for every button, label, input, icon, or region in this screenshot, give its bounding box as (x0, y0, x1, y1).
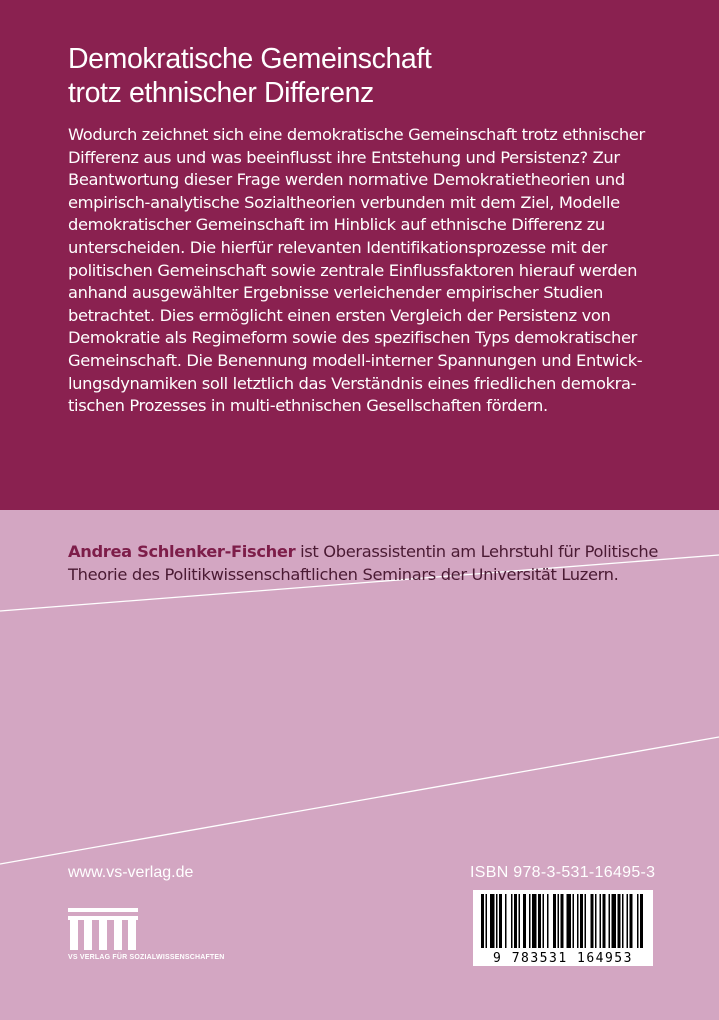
barcode-bars (473, 890, 653, 966)
blurb-line: empirisch-analytische Sozialtheorien verbunden mit dem Ziel, Modelle (68, 192, 620, 212)
barcode-bar (618, 894, 621, 948)
bio-text: ist Oberassistentin am Lehrstuhl für Politische (295, 542, 659, 561)
blurb-line: politischen Gemeinschaft sowie zentrale Einflussfaktoren hierauf werden (68, 260, 638, 280)
blurb-line: Demokratie als Regimeform sowie des spezifischen Typs demokratischer (68, 328, 637, 348)
barcode-bar (591, 894, 594, 948)
barcode-bar (514, 894, 517, 948)
barcode-bar (547, 894, 549, 948)
bio-line: Theorie des Politikwissenschaftlichen Seminars der Universität Luzern. (68, 565, 619, 584)
bio-line (68, 540, 688, 563)
barcode-bar (612, 894, 617, 948)
barcode-bar (523, 894, 526, 948)
blurb-line: Wodurch zeichnet sich eine demokratische Gemeinschaft trotz ethnischer (68, 125, 645, 144)
barcode-bar (481, 894, 484, 948)
publisher-url[interactable]: www.vs-verlag.de (68, 864, 194, 881)
author-bio (68, 540, 688, 586)
isbn-label: ISBN 978-3-531-16495-3 (470, 864, 656, 881)
book-title (68, 42, 668, 110)
publisher-logo-icon (68, 908, 138, 950)
barcode-bar (580, 894, 583, 948)
barcode-bar (627, 894, 629, 948)
author-name: Andrea Schlenker-Fischer (68, 542, 296, 561)
barcode-bar (490, 894, 495, 948)
decorative-line-lower (0, 737, 719, 864)
barcode-bar (499, 894, 502, 948)
blurb-line: anhand ausgewählter Ergebnisse verleichender empirischer Studien (68, 283, 603, 303)
blurb-line: demokratischer Gemeinschaft im Hinblick auf ethnische Differenz zu (68, 215, 605, 235)
barcode-bar (532, 894, 537, 948)
barcode-bar (567, 894, 572, 948)
barcode-bar (573, 894, 575, 948)
barcode-bar (600, 894, 602, 948)
blurb-line: Gemeinschaft. Die Benennung modell-interner Spannungen und Entwick- (68, 350, 643, 370)
blurb-line: Differenz aus und was beeinflusst ihre Entstehung und Persistenz? Zur (68, 147, 620, 167)
barcode-bar (511, 894, 513, 948)
barcode-bar (637, 894, 639, 948)
barcode-bar (630, 894, 633, 948)
barcode-bar (595, 894, 597, 948)
barcode-bar (496, 894, 498, 948)
barcode-bar (519, 894, 521, 948)
barcode-bar (538, 894, 541, 948)
barcode-bar (529, 894, 531, 948)
barcode-bar (603, 894, 606, 948)
barcode-bar (558, 894, 560, 948)
publisher-logo-text: VS VERLAG FÜR SOZIALWISSENSCHAFTEN (68, 954, 225, 961)
barcode-bar (577, 894, 579, 948)
barcode-bar (640, 894, 643, 948)
blurb-line: betrachtet. Dies ermöglicht einen ersten Vergleich der Persistenz von (68, 305, 611, 325)
blurb-line: unterscheiden. Die hierfür relevanten Identifikationsprozesse mit der (68, 237, 608, 257)
blurb-line: Beantwortung dieser Frage werden normative Demokratietheorien und (68, 170, 625, 190)
title-line: Demokratische Gemeinschaft (68, 43, 432, 75)
blurb-text (68, 124, 668, 418)
blurb-line: tischen Prozesses in multi-ethnischen Gesellschaften fördern. (68, 396, 548, 416)
barcode-bar (622, 894, 624, 948)
barcode-bar (553, 894, 556, 948)
title-line: trotz ethnischer Differenz (68, 77, 374, 109)
blurb-line: lungsdynamiken soll letztlich das Verständnis eines friedlichen demokra- (68, 373, 637, 393)
barcode-number: 9 783531 164953 (493, 951, 633, 966)
barcode-bar (505, 894, 507, 948)
barcode-bar (543, 894, 545, 948)
barcode-bar (585, 894, 587, 948)
barcode (473, 890, 653, 966)
barcode-bar (561, 894, 564, 948)
barcode-bar (486, 894, 488, 948)
barcode-bar (609, 894, 611, 948)
